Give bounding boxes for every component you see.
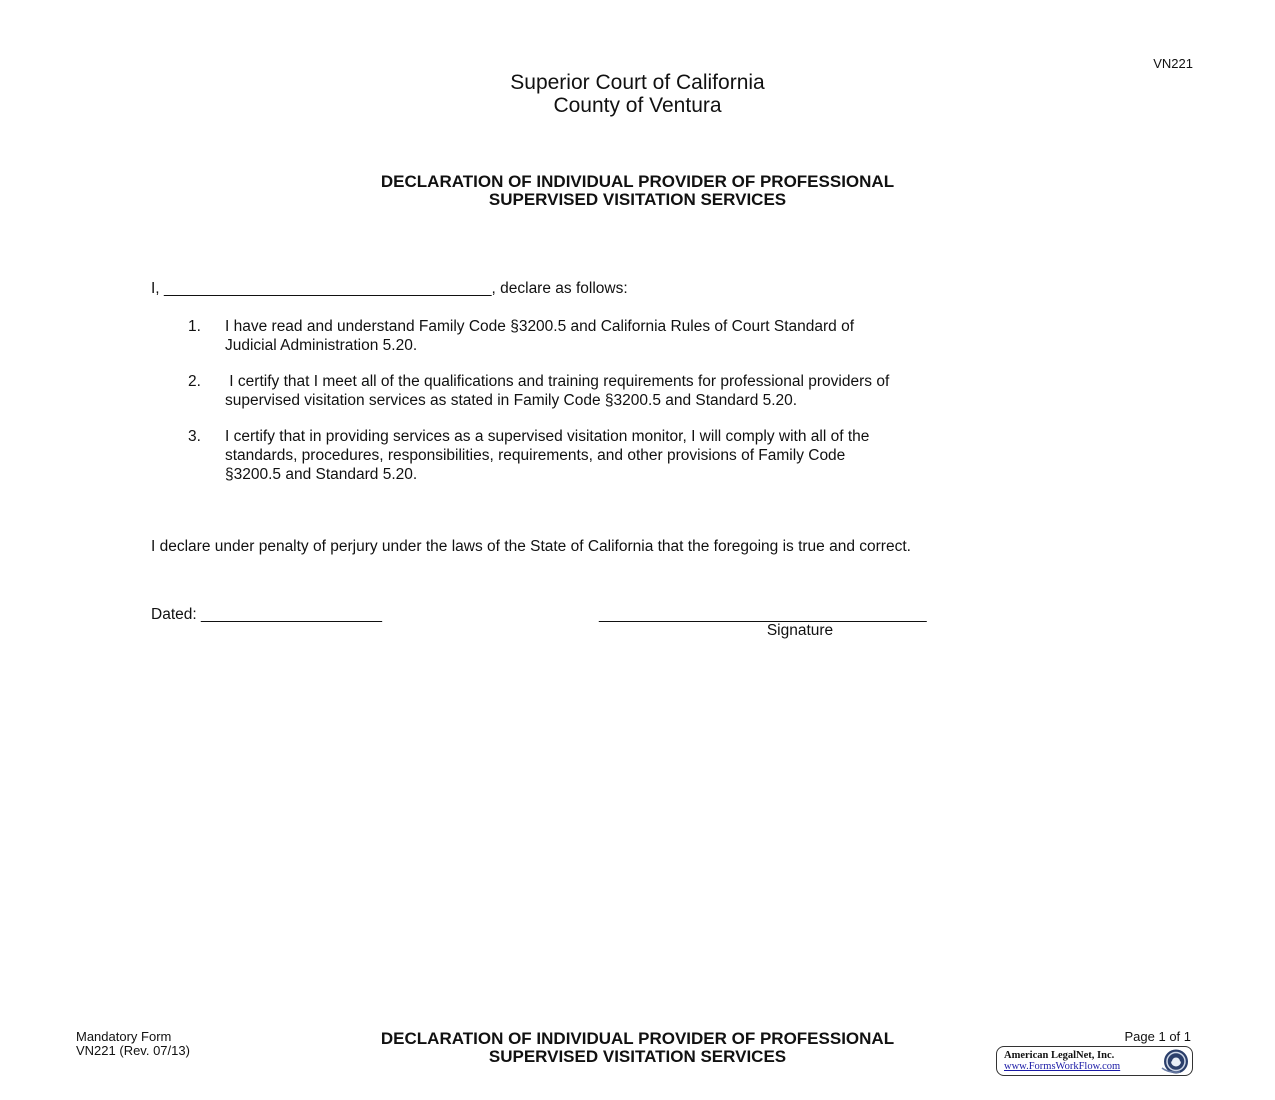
- footer-title-line2: SUPERVISED VISITATION SERVICES: [488, 1047, 787, 1066]
- list-item-number: 1.: [188, 318, 201, 335]
- form-code: VN221: [1153, 56, 1193, 71]
- list-item: [188, 317, 1138, 355]
- publisher-logo[interactable]: [996, 1046, 1193, 1076]
- list-item-text: I have read and understand Family Code §3200.5 and California Rules of Court Standard of: [225, 318, 854, 335]
- declarant-name-blank[interactable]: ______________________________________: [163, 280, 492, 297]
- signature-blank[interactable]: ______________________________________: [599, 606, 927, 623]
- list-item-number: 2.: [188, 373, 201, 390]
- document-title-line2: SUPERVISED VISITATION SERVICES: [488, 190, 787, 209]
- list-item-text: Judicial Administration 5.20.: [225, 337, 418, 354]
- court-county: County of Ventura: [553, 94, 722, 117]
- list-item: [188, 427, 1138, 484]
- signature-label: Signature: [766, 622, 834, 639]
- document-title: [0, 173, 1275, 209]
- court-name: Superior Court of California: [510, 71, 765, 94]
- dated-line: [151, 606, 382, 624]
- dated-blank[interactable]: _____________________: [200, 606, 383, 623]
- list-item-text: standards, procedures, responsibilities, requirements, and other provisions of Family Code: [225, 447, 846, 464]
- declarant-prefix: I,: [151, 280, 160, 297]
- list-item-text: supervised visitation services as stated in Family Code §3200.5 and Standard 5.20.: [225, 392, 798, 409]
- dated-label: Dated:: [151, 606, 197, 623]
- list-item-text: §3200.5 and Standard 5.20.: [225, 466, 418, 483]
- declarant-line: [151, 280, 628, 298]
- globe-icon: [1160, 1048, 1190, 1075]
- perjury-statement: I declare under penalty of perjury under the laws of the State of California that the foregoing is true and correct.: [151, 538, 911, 555]
- page-number: Page 1 of 1: [1124, 1029, 1191, 1044]
- publisher-name: American LegalNet, Inc.: [1004, 1050, 1115, 1061]
- list-item-number: 3.: [188, 428, 201, 445]
- footer-form-type: Mandatory Form: [76, 1029, 172, 1044]
- list-item-text: I certify that I meet all of the qualifications and training requirements for professional providers of: [225, 373, 890, 390]
- footer-title-line1: DECLARATION OF INDIVIDUAL PROVIDER OF PROFESSIONAL: [380, 1029, 895, 1048]
- declarant-suffix: , declare as follows:: [491, 280, 628, 297]
- publisher-link[interactable]: www.FormsWorkFlow.com: [1004, 1061, 1121, 1072]
- list-item-text: I certify that in providing services as a supervised visitation monitor, I will comply with all of the: [225, 428, 870, 445]
- list-item: [188, 372, 1138, 410]
- document-title-line1: DECLARATION OF INDIVIDUAL PROVIDER OF PROFESSIONAL: [380, 172, 895, 191]
- court-header: [0, 71, 1275, 117]
- footer-revision: VN221 (Rev. 07/13): [76, 1043, 190, 1058]
